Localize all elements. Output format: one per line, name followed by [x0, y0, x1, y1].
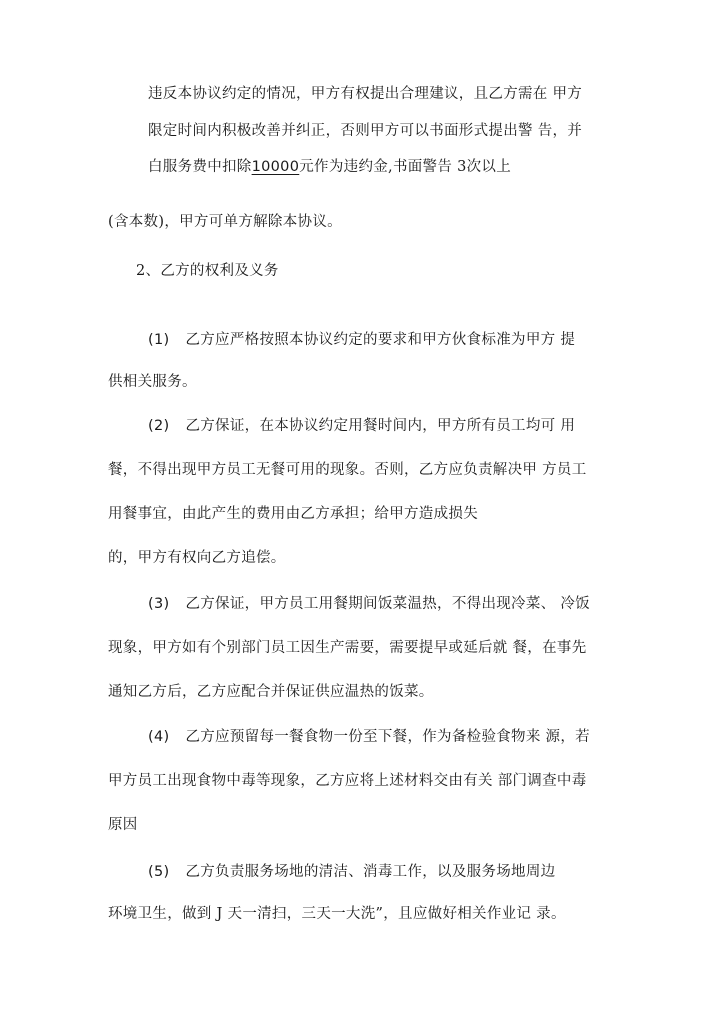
- item-text: 乙方负责服务场地的清洁、消毒工作，以及服务场地周边: [185, 864, 556, 880]
- list-item: [148, 727, 590, 747]
- item-text: 乙方应严格按照本协议约定的要求和甲方伙食标准为甲方 提: [185, 332, 576, 348]
- list-item: [148, 862, 555, 882]
- paragraph-line: 原因: [108, 817, 138, 833]
- item-number: (1): [148, 332, 170, 348]
- paragraph-line: 的，甲方有权向乙方追偿。: [108, 550, 286, 566]
- text-segment: 元作为违约金,书面警告 3次以上: [299, 159, 511, 175]
- item-text: 乙方保证，在本协议约定用餐时间内，甲方所有员工均可 用: [185, 418, 576, 434]
- item-number: (3): [148, 596, 170, 612]
- paragraph-line: 通知乙方后，乙方应配合并保证供应温热的饭菜。: [108, 684, 434, 700]
- text-segment: 白服务费中扣除: [148, 159, 252, 175]
- paragraph-line: [148, 157, 511, 177]
- paragraph-line: 供相关服务。: [108, 374, 197, 390]
- paragraph-line: 餐，不得出现甲方员工无餐可用的现象。否则，乙方应负责解决甲 方员工: [108, 462, 587, 478]
- paragraph-line: 环境卫生，做到 J 天一清扫，三天一大洗”，且应做好相关作业记 录。: [108, 906, 566, 922]
- paragraph-line: 现象，甲方如有个别部门员工因生产需要，需要提早或延后就 餐，在事先: [108, 640, 587, 656]
- section-heading: 2、乙方的权利及义务: [136, 263, 279, 279]
- paragraph-line: (含本数)，甲方可单方解除本协议。: [108, 214, 342, 230]
- item-number: (2): [148, 418, 170, 434]
- list-item: [148, 330, 575, 350]
- paragraph-line: 限定时间内积极改善并纠正，否则甲方可以书面形式提出警 告，并: [148, 123, 583, 139]
- list-item: [148, 416, 575, 436]
- list-item: [148, 594, 590, 614]
- item-number: (4): [148, 729, 170, 745]
- paragraph-line: 用餐事宜，由此产生的费用由乙方承担；给甲方造成损失: [108, 506, 478, 522]
- paragraph-line: 甲方员工出现食物中毒等现象，乙方应将上述材料交由有关 部门调查中毒: [108, 773, 587, 789]
- item-text: 乙方保证，甲方员工用餐期间饭菜温热，不得出现冷菜、 冷饭: [185, 596, 590, 612]
- item-number: (5): [148, 864, 170, 880]
- item-text: 乙方应预留每一餐食物一份至下餐，作为备检验食物来 源，若: [185, 729, 590, 745]
- paragraph-line: 违反本协议约定的情况，甲方有权提出合理建议，且乙方需在 甲方: [148, 86, 583, 102]
- penalty-amount: 10000: [251, 159, 300, 175]
